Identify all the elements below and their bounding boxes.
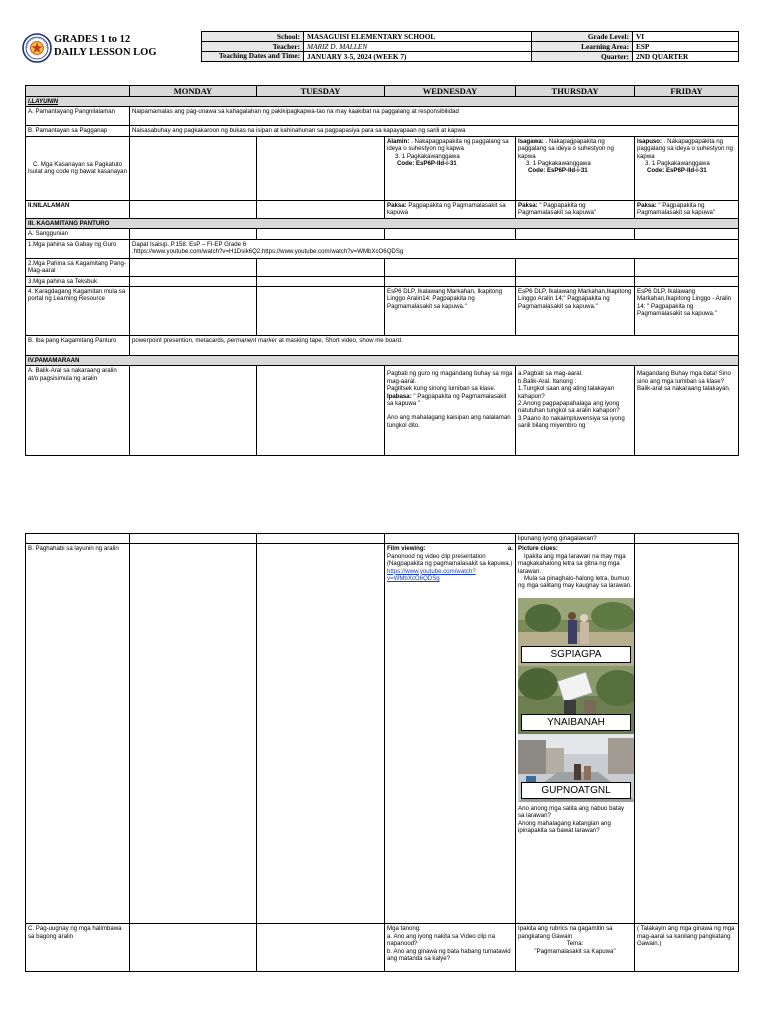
- ipabasa-tag: Ipabasa:: [387, 392, 412, 400]
- row-label-iba: B. Iba pang Kagamitang Panturo: [26, 336, 130, 356]
- grade-level-label: Grade Level:: [532, 32, 633, 42]
- tue-sanggunian: [257, 229, 385, 239]
- wed-pag-uugnay: [385, 924, 516, 972]
- row-label-pag-uugnay: C. Pag-uugnay ng mga halimbawa sa bagong aralin: [26, 924, 130, 972]
- tanong-b: b. Ano ang ginawa ng bata habang tumatawid ang matanda sa kalye?: [387, 947, 511, 963]
- thu-mag-aaral: [516, 258, 635, 276]
- teaching-dates-value: JANUARY 3-5, 2024 (WEEK 7): [304, 52, 532, 62]
- lesson-log-table-continued: [25, 533, 739, 972]
- mga-tanong: Mga tanong:: [387, 925, 421, 933]
- section-layunin: I.LAYUNIN: [26, 97, 739, 107]
- film-viewing-tag: Film viewing:: [387, 545, 426, 553]
- fri-pag-uugnay: ( Talakayin ang mga ginawa ng mga mag-aaral sa kanilang pangkatang Gawain.): [635, 924, 739, 972]
- fri-kasanayan: [635, 136, 739, 200]
- row-label-teksbuk: 3.Mga pahina sa Teksbuk: [26, 276, 130, 286]
- wed-paghahabi-p2: (Nagpapakita ng pagmamalasakit sa kapuwa.): [387, 560, 513, 568]
- iba-text: [130, 336, 739, 356]
- day-monday: MONDAY: [130, 86, 257, 97]
- thu-kasanayan-text: . Nakapagpapakita ng paggalang sa ideya o suhestyon ng kapwa: [518, 137, 614, 160]
- picture-clue-1: [518, 598, 635, 666]
- mon-balik-aral: [130, 366, 257, 456]
- row-label-pamantayang: A. Pamantayang Pangnilalaman: [26, 107, 130, 126]
- wed-karagdagang: EsP6 DLP, Ikalawang Markahan, Ikapitong Linggo Aralin14: Pagpapakita ng Pagmamalasakit sa kapuwa.": [385, 287, 516, 336]
- wed-paksa-text: Pagpapakita ng Pagmamalasakit sa kapuwa: [387, 201, 506, 217]
- tema-value: "Pagmamalasakit sa Kapuwa": [534, 947, 616, 955]
- fri-teksbuk: [635, 276, 739, 286]
- wed-kasanayan-code: Code: EsP6P-IId-i-31: [397, 160, 457, 168]
- fri-sanggunian: [635, 229, 739, 239]
- row-label-pagganap: B. Pamantayan sa Pagganap: [26, 126, 130, 136]
- gabay-reference: Dapat Isaisip. P.158. EsP – FI-EP Grade 6: [132, 240, 247, 248]
- cont-label: [26, 534, 130, 544]
- grade-level-value: VI: [633, 32, 739, 42]
- day-tuesday: TUESDAY: [257, 86, 385, 97]
- picture-clue-2: [518, 666, 635, 734]
- thu-balik-aral: [516, 366, 635, 456]
- document-title: [54, 33, 157, 59]
- tue-kasanayan: [257, 136, 385, 200]
- wed-nilalaman: [385, 200, 516, 218]
- title-line-grades: GRADES 1 to 12: [54, 34, 131, 45]
- isapuso-tag: Isapuso:: [637, 137, 663, 145]
- fri-balik-aral: Magandang Buhay mga bata! Sino sino ang mga lumiban sa klase? Balik-aral sa nakaraang talakayan.: [635, 366, 739, 456]
- tue-balik-aral: [257, 366, 385, 456]
- thu-kasanayan-sub: 3. 1 Pagkakawanggawa: [526, 160, 591, 168]
- wed-balik-aral: [385, 366, 516, 456]
- tue-mag-aaral: [257, 258, 385, 276]
- alamin-tag: Alamin:: [387, 137, 410, 145]
- cont-fri: [635, 534, 739, 544]
- pagganap-text: Naisasabuhay ang pagkakaroon ng bukas na isipan at kahinahunan sa pagpapasiya para sa kapayapaan ng sarili at kapwa: [130, 126, 739, 136]
- fri-paksa-tag: Paksa:: [637, 201, 657, 209]
- mon-mag-aaral: [130, 258, 257, 276]
- thu-teksbuk: [516, 276, 635, 286]
- learning-area-value: ESP: [633, 42, 739, 52]
- thu-balik-p5: 3.Paano ito nakaimpluwensiya sa iyong sarili bilang miyembro ng: [518, 414, 625, 430]
- picture-clue-3: [518, 734, 635, 802]
- wed-balik-p1: Pagbati ng guro ng magandang buhay sa mga mag-aaral.: [387, 370, 513, 385]
- iba-text-a: powerpoint presention, metacards,: [132, 337, 228, 345]
- wed-paghahabi-p1: Panonood ng video clip presentation: [387, 552, 486, 560]
- row-label-mag-aaral: 2.Mga Pahina sa Kagamitang Pang-Mag-aaral: [26, 258, 130, 276]
- row-label-balik-aral: A. Balik-Aral sa nakaraang aralin at/o pagsisimula ng aralin: [26, 366, 130, 456]
- section-kagamitan: III. KAGAMITANG PANTURO: [26, 218, 739, 228]
- thu-sanggunian: [516, 229, 635, 239]
- thu-paghahabi-q1: Ano anong mga salita ang nabuo batay sa larawan?: [518, 804, 625, 820]
- rubrics-text: Ipakita ang rubrics na gagamitin sa pangkatang Gawain: [518, 925, 613, 940]
- gabay-video-links[interactable]: .https://www.youtube.com/watch?v=H1Dsik6Q2,https://www.youtube.com/watch?v=WMbXcO6QDSg: [132, 248, 404, 256]
- mon-sanggunian: [130, 229, 257, 239]
- thu-balik-p4: 2.Anong pagpapapahalaga ang iyong natutuhan tungkol sa aralin kahapon?: [518, 400, 620, 415]
- quarter-label: Quarter:: [532, 52, 633, 62]
- quarter-value: 2ND QUARTER: [633, 52, 739, 62]
- wed-paksa-tag: Paksa:: [387, 201, 407, 209]
- tue-karagdagang: [257, 287, 385, 336]
- film-viewing-letter: a.: [507, 545, 513, 553]
- picture-clues-tag: Picture clues:: [518, 545, 558, 553]
- wed-balik-p2: Pagtitsek kung sinong lumiban sa klase.: [387, 385, 496, 393]
- wed-balik-p3: [387, 393, 513, 408]
- wed-sanggunian: [385, 229, 516, 239]
- thu-kasanayan-code: Code: EsP6P-IId-i-31: [528, 167, 588, 175]
- thu-balik-continued: lipunang iyong ginagalawan?: [516, 534, 635, 544]
- section-pamamaraan: IV.PAMAMARAAN: [26, 356, 739, 366]
- mon-kasanayan: [130, 136, 257, 200]
- school-value: MASAGUISI ELEMENTARY SCHOOL: [304, 32, 532, 42]
- lesson-log-table: [25, 85, 739, 456]
- cont-mon: [130, 534, 257, 544]
- gabay-text: [130, 239, 739, 258]
- fri-paghahabi: [635, 544, 739, 924]
- thu-karagdagang: EsP6 DLP, Ikalawang Markahan,Ikapitong Linggo Aralin 14:" Pagpapakita ng Pagmamalasakit sa kapuwa.": [516, 287, 635, 336]
- fri-nilalaman: [635, 200, 739, 218]
- thu-paghahabi-q2: Anong mahalagang katangian ang ipinapakita sa bawat larawan?: [518, 819, 611, 835]
- wed-mag-aaral: [385, 258, 516, 276]
- thu-paghahabi-p1: Ipakita ang mga larawan na may mga magkakahalong letra sa gitna ng mga larawan.: [518, 552, 626, 575]
- tanong-a: a. Ano ang iyong nakita sa Video clip na napanood?: [387, 932, 495, 948]
- day-wednesday: WEDNESDAY: [385, 86, 516, 97]
- learning-area-label: Learning Area:: [532, 42, 633, 52]
- fri-paksa-text: " Pagpapakita ng Pagmamalasakit sa kapuwa": [637, 201, 716, 217]
- thu-paghahabi-p2: Mula sa pinaghalo-halong letra, bumuo ng mga salitang may kaugnay sa larawan.: [518, 575, 632, 590]
- row-label-paghahabi: B. Paghahabi sa layunin ng aralin: [26, 544, 130, 924]
- wed-paghahabi: [385, 544, 516, 924]
- thu-pag-uugnay: [516, 924, 635, 972]
- row-label-kasanayan: C. Mga Kasanayan sa Pagkatuto Isulat ang code ng bawat kasanayan: [26, 136, 130, 200]
- picture-clue-2-label: YNAIBANAH: [521, 714, 631, 731]
- picture-clue-1-label: SGPIAGPA: [521, 646, 631, 663]
- fri-karagdagang: EsP6 DLP, Ikalawang Markahan,Ikapitong Linggo - Aralin 14: " Pagpapakita ng Pagmamalasakit sa kapuwa.": [635, 287, 739, 336]
- picture-clue-3-label: GUPNOATGNL: [521, 782, 631, 799]
- wed-balik-p4: Ano ang mahalagang kaisipan ang nalalaman tungkol dito.: [387, 414, 511, 429]
- row-label-karagdagang: 4. Karagdagang Kagamitan mula sa portal ng Learning Resource: [26, 287, 130, 336]
- thu-nilalaman: [516, 200, 635, 218]
- day-friday: FRIDAY: [635, 86, 739, 97]
- mon-pag-uugnay: [130, 924, 257, 972]
- teacher-label: Teacher:: [202, 42, 304, 52]
- fri-mag-aaral: [635, 258, 739, 276]
- day-thursday: THURSDAY: [516, 86, 635, 97]
- school-label: School:: [202, 32, 304, 42]
- wed-kasanayan: [385, 136, 516, 200]
- cont-tue: [257, 534, 385, 544]
- mon-teksbuk: [130, 276, 257, 286]
- tema-label: Tema:: [566, 940, 584, 948]
- fri-kasanayan-text: . Nakapagpapakita ng paggalang sa ideya o suhestyon ng kapwa: [637, 137, 733, 160]
- thu-balik-p2: b.Balik-Aral. Itanong :: [518, 377, 577, 385]
- wed-kasanayan-sub: 3. 1 Pagkakawanggawa: [395, 152, 460, 160]
- iba-text-b: permanent marker: [227, 337, 277, 345]
- fri-kasanayan-sub: 3. 1 Pagkakawanggawa: [645, 160, 710, 168]
- isagawa-tag: Isagawa:: [518, 137, 544, 145]
- thu-paghahabi: [516, 544, 635, 924]
- video-link[interactable]: https://www.youtube.com/watch?v=WMbXcO6QDSg: [387, 567, 476, 583]
- deped-seal-icon: [22, 33, 52, 63]
- cont-wed: [385, 534, 516, 544]
- title-line-dll: DAILY LESSON LOG: [54, 47, 157, 58]
- pamantayang-text: Naipamamalas ang pag-unawa sa kahagalahan ng pakikipagkapwa-tao na may kaakibat na paggalang at responsibilidad: [130, 107, 739, 126]
- corner-cell: [26, 86, 130, 97]
- film-viewing-line: [387, 545, 513, 552]
- wed-teksbuk: [385, 276, 516, 286]
- teacher-value: MARIZ D. MALLEN: [304, 42, 532, 52]
- wed-kasanayan-text: . Nakapagpapakita ng paggalang sa ideya o suhestyon ng kapwa: [387, 137, 509, 153]
- tue-pag-uugnay: [257, 924, 385, 972]
- mon-nilalaman: [130, 200, 257, 218]
- row-label-nilalaman: II.NILALAMAN: [26, 200, 130, 218]
- tue-nilalaman: [257, 200, 385, 218]
- thu-balik-p1: a.Pagbati sa mag-aaral.: [518, 370, 583, 378]
- iba-text-c: at masking tape, Short video, show me board.: [276, 337, 403, 345]
- fri-kasanayan-code: Code: EsP6P-IId-i-31: [647, 167, 707, 175]
- header-info-table: [201, 31, 739, 62]
- thu-kasanayan: [516, 136, 635, 200]
- wed-balik-p3-text: " Pagpapakita ng Pagmamalasakit sa kapuwa ": [387, 392, 507, 408]
- tue-teksbuk: [257, 276, 385, 286]
- mon-paghahabi: [130, 544, 257, 924]
- row-label-gabay: 1.Mga pahina sa Gabay ng Guro: [26, 239, 130, 258]
- thu-paksa-text: " Pagpapakita ng Pagmamalasakit sa kapuwa": [518, 201, 597, 217]
- mon-karagdagang: [130, 287, 257, 336]
- teaching-dates-label: Teaching Dates and Time:: [202, 52, 304, 62]
- tue-paghahabi: [257, 544, 385, 924]
- row-label-sanggunian: A. Sanggunian: [26, 229, 130, 239]
- thu-paksa-tag: Paksa:: [518, 201, 538, 209]
- thu-balik-p3: 1.Tungkol saan ang ating talakayan kahapon?: [518, 385, 614, 400]
